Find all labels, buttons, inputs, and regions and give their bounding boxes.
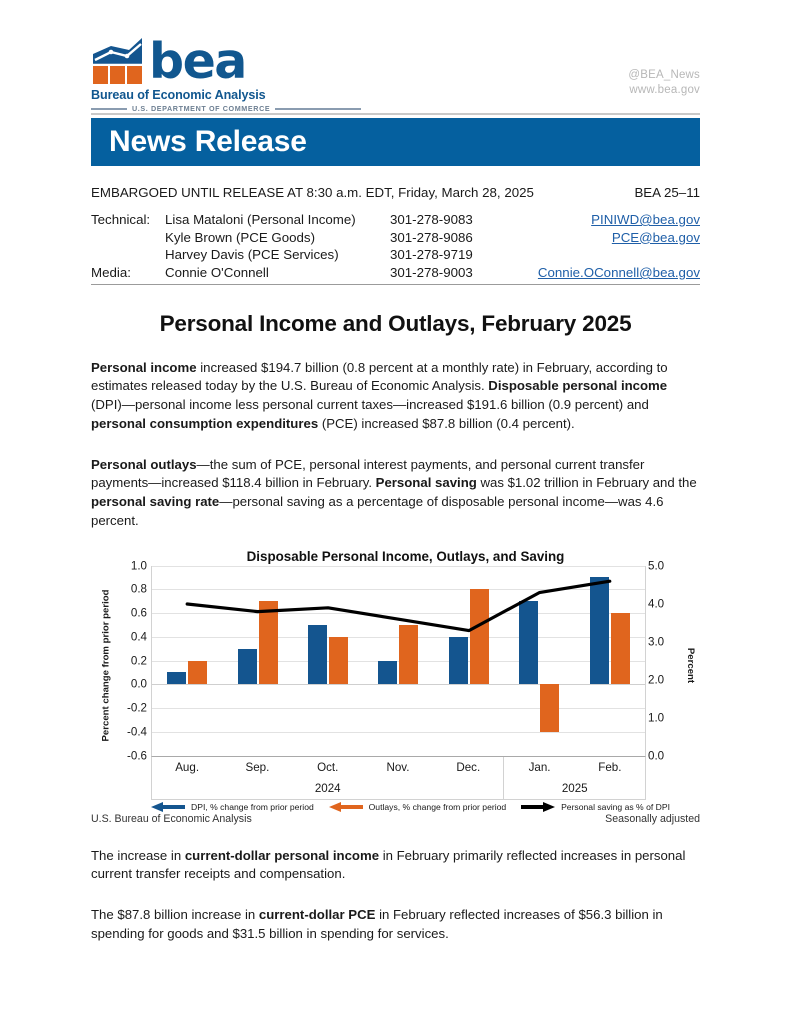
contact-name: Kyle Brown (PCE Goods) xyxy=(165,229,316,245)
y-tick-left: 0.6 xyxy=(130,606,147,620)
contact-email-link[interactable]: PCE@bea.gov xyxy=(611,229,700,245)
paragraph-current-dollar-income xyxy=(91,847,700,884)
legend-label: Personal saving as % of DPI xyxy=(561,801,670,812)
contact-email-link[interactable]: Connie.OConnell@bea.gov xyxy=(537,265,700,281)
x-axis-year-label: 2025 xyxy=(561,781,588,795)
p2-text-2: was $1.02 trillion in February and the xyxy=(476,475,697,491)
contact-email-link[interactable]: PINIWD@bea.gov xyxy=(591,212,700,227)
chart-footer xyxy=(91,813,700,825)
p2-text-3: —personal saving as a percentage of disposable personal income—was 4.6 percent. xyxy=(91,494,664,528)
y-tick-left: -0.2 xyxy=(127,701,147,715)
masthead xyxy=(91,0,700,118)
x-axis-month-label: Feb. xyxy=(598,760,622,774)
contact-phone: 301-278-9083 xyxy=(390,212,473,227)
spacer xyxy=(91,246,165,264)
paragraph-personal-outlays xyxy=(91,456,700,531)
p3-bold-1: current-dollar personal income xyxy=(184,847,380,863)
contact-row xyxy=(91,211,700,229)
x-axis-year-label: 2024 xyxy=(314,781,341,795)
contact-email[interactable] xyxy=(520,229,700,247)
chart-source: U.S. Bureau of Economic Analysis xyxy=(91,812,252,825)
y-tick-right: 2.0 xyxy=(648,673,665,687)
p2-text-1: —the sum of PCE, personal interest payments, and personal current transfer payments—increased $118.4 billion in February. xyxy=(91,456,645,491)
website-url: www.bea.gov xyxy=(629,84,700,97)
x-axis-month-label: Dec. xyxy=(456,760,481,774)
contact-phone: 301-278-9003 xyxy=(390,265,473,281)
paragraph-current-dollar-pce xyxy=(91,906,700,943)
legend-arrow-left-icon xyxy=(329,802,363,812)
contact-email xyxy=(520,246,700,264)
y-tick-right: 3.0 xyxy=(648,635,665,649)
logo-rule-left xyxy=(91,108,127,110)
y-axis-label-left: Percent change from prior period xyxy=(100,589,112,742)
p1-text-2: (DPI)—personal income less personal current taxes—increased $191.6 billion (0.9 percent) and xyxy=(91,397,649,413)
y-tick-left: 0.2 xyxy=(130,654,147,668)
legend-arrow-right-icon xyxy=(521,802,555,812)
media-label: Media: xyxy=(91,265,131,281)
x-axis-month-label: Sep. xyxy=(245,760,270,774)
contacts-table xyxy=(91,211,700,285)
news-release-banner xyxy=(91,118,700,166)
x-axis xyxy=(151,756,646,800)
legend-item xyxy=(151,802,314,812)
x-axis-month-label: Aug. xyxy=(175,760,200,774)
contact-name: Connie O'Connell xyxy=(165,265,269,281)
social-handle: @BEA_News xyxy=(628,69,700,81)
bea-department: U.S. DEPARTMENT OF COMMERCE xyxy=(132,104,271,113)
bea-logo xyxy=(91,34,361,113)
y-tick-right: 1.0 xyxy=(648,711,665,725)
y-tick-right: 0.0 xyxy=(648,749,665,763)
p4-text-1: The $87.8 billion increase in xyxy=(91,907,259,923)
p4-bold-1: current-dollar PCE xyxy=(258,907,376,923)
release-number: BEA 25–11 xyxy=(634,185,700,200)
legend-label: Outlays, % change from prior period xyxy=(368,801,507,812)
y-tick-right: 4.0 xyxy=(648,597,665,611)
p1-text-3: (PCE) increased $87.8 billion (0.4 percent). xyxy=(318,415,575,431)
x-axis-month-label: Jan. xyxy=(528,760,551,774)
page-content xyxy=(91,0,700,944)
p3-text-2: in February primarily reflected increases in personal current transfer receipts and compensation. xyxy=(91,847,686,882)
p2-bold-3: personal saving rate xyxy=(91,494,220,510)
spacer xyxy=(91,229,165,247)
y-axis-ticks-right xyxy=(648,559,682,763)
contact-name: Lisa Mataloni (Personal Income) xyxy=(165,212,356,227)
chart-disposable-personal-income xyxy=(91,549,700,811)
y-tick-left: 1.0 xyxy=(130,559,147,573)
bea-chart-logo-icon xyxy=(91,36,147,86)
masthead-divider xyxy=(91,113,700,115)
chart-title: Disposable Personal Income, Outlays, and Saving xyxy=(246,548,565,564)
p2-bold-2: Personal saving xyxy=(375,475,477,491)
chart-area xyxy=(91,559,700,812)
contact-email[interactable] xyxy=(520,264,700,282)
y-tick-left: 0.0 xyxy=(130,677,147,691)
x-axis-month-label: Oct. xyxy=(317,760,339,774)
chart-note: Seasonally adjusted xyxy=(605,812,700,825)
p1-text-1: increased $194.7 billion (0.8 percent at a monthly rate) in February, according to estimates released today by the U.S. Bureau of Economic Analysis. xyxy=(91,359,668,394)
y-tick-left: 0.8 xyxy=(130,582,147,596)
legend-label: DPI, % change from prior period xyxy=(191,801,314,812)
contact-row xyxy=(91,264,700,282)
legend-item xyxy=(521,802,670,812)
saving-rate-line xyxy=(152,566,645,756)
y-tick-left: -0.6 xyxy=(127,749,147,763)
x-axis-month-label: Nov. xyxy=(386,760,410,774)
p4-text-2: in February reflected increases of $56.3 billion in spending for goods and $31.5 billion in spending for services. xyxy=(91,907,663,941)
p1-bold-1: Personal income xyxy=(91,359,197,375)
legend-arrow-left-icon xyxy=(151,802,185,812)
technical-label: Technical: xyxy=(91,212,151,227)
y-tick-left: 0.4 xyxy=(130,630,147,644)
x-axis-year-group xyxy=(504,757,645,799)
p2-bold-1: Personal outlays xyxy=(91,456,197,472)
contact-row xyxy=(91,229,700,247)
embargo-text: EMBARGOED UNTIL RELEASE AT 8:30 a.m. EDT, Friday, March 28, 2025 xyxy=(91,185,534,200)
page-title: Personal Income and Outlays, February 2025 xyxy=(159,310,632,336)
y-tick-right: 5.0 xyxy=(648,559,665,573)
legend-item xyxy=(329,802,507,812)
p1-bold-3: personal consumption expenditures xyxy=(91,415,319,431)
y-axis-label-right: Percent xyxy=(685,647,697,684)
contact-row xyxy=(91,246,700,264)
bea-tagline: Bureau of Economic Analysis xyxy=(91,88,266,102)
contact-name: Harvey Davis (PCE Services) xyxy=(165,247,339,263)
contact-phone: 301-278-9719 xyxy=(390,247,473,263)
plot-area xyxy=(151,566,646,756)
chart-legend xyxy=(151,802,670,812)
banner-title: News Release xyxy=(109,125,307,158)
contact-phone: 301-278-9086 xyxy=(390,229,473,245)
y-axis-ticks-left xyxy=(113,559,147,763)
p1-bold-2: Disposable personal income xyxy=(488,378,668,394)
paragraph-personal-income xyxy=(91,359,700,434)
y-tick-left: -0.4 xyxy=(127,725,147,739)
p3-text-1: The increase in xyxy=(91,847,185,863)
logo-rule-right xyxy=(275,108,361,110)
bea-wordmark: bea xyxy=(149,33,246,91)
x-axis-year-group xyxy=(152,757,504,799)
embargo-line xyxy=(91,185,700,200)
contact-email[interactable] xyxy=(520,211,700,229)
masthead-contact-info xyxy=(628,68,700,98)
